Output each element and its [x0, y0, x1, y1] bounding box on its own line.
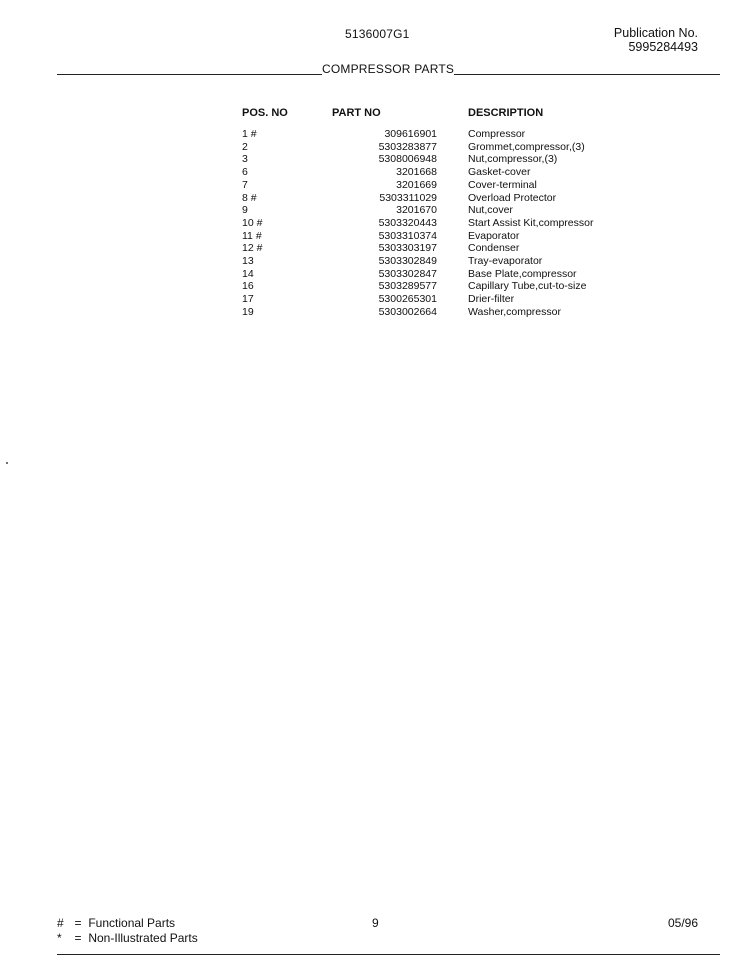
pos-cell: 2: [242, 140, 248, 153]
pos-cell: 6: [242, 166, 248, 179]
part-number-cell: 5303311029: [379, 191, 437, 204]
pos-cell: 19: [242, 305, 254, 318]
part-number-cell: 309616901: [384, 128, 437, 140]
page-number: 9: [372, 916, 379, 930]
column-header-pos: POS. NO: [242, 107, 288, 119]
legend: [57, 916, 198, 946]
pos-cell: 14: [242, 267, 254, 280]
part-number-cell: 3201670: [396, 204, 437, 217]
part-number-cell: 5303320443: [378, 216, 437, 229]
pos-cell: 13: [242, 255, 254, 268]
scan-speck: [6, 462, 8, 464]
table-row: [242, 255, 593, 268]
legend-text: Functional Parts: [88, 916, 176, 930]
pos-cell: 9: [242, 204, 248, 217]
part-number-cell: 5303289577: [378, 280, 437, 293]
section-title: COMPRESSOR PARTS: [322, 62, 455, 76]
model-number: 5136007G1: [345, 27, 410, 41]
table-row: [242, 280, 593, 293]
table-header-row: [242, 107, 593, 128]
column-header-description: DESCRIPTION: [468, 107, 544, 119]
pos-cell: 10 #: [242, 216, 263, 229]
table-row: [242, 293, 593, 306]
description-cell: Condenser: [468, 242, 520, 255]
table-row: [242, 141, 593, 154]
description-cell: Grommet,compressor,(3): [468, 140, 585, 153]
description-cell: Evaporator: [468, 229, 520, 242]
description-cell: Gasket-cover: [468, 166, 531, 179]
legend-text: Non-Illustrated Parts: [88, 931, 198, 945]
table-row: [242, 306, 593, 319]
column-header-part: PART NO: [332, 107, 381, 119]
pos-cell: 3: [242, 153, 248, 166]
part-number-cell: 5303302847: [378, 267, 437, 280]
description-cell: Nut,compressor,(3): [468, 153, 558, 166]
publication-block: [614, 26, 698, 54]
parts-table: [242, 107, 593, 319]
part-number-cell: 5308006948: [378, 153, 437, 166]
table-row: [242, 217, 593, 230]
publication-label: Publication No.: [613, 26, 698, 40]
description-cell: Cover-terminal: [468, 178, 537, 191]
publication-number: 5995284493: [628, 40, 698, 54]
table-row: [242, 153, 593, 166]
part-number-cell: 5303283877: [378, 140, 437, 153]
description-cell: Base Plate,compressor: [468, 267, 577, 280]
legend-equals: =: [74, 916, 82, 930]
legend-row-functional: [57, 916, 198, 931]
description-cell: Compressor: [468, 128, 526, 140]
description-cell: Washer,compressor: [468, 305, 561, 318]
pos-cell: 8 #: [242, 191, 257, 204]
table-row: [242, 128, 593, 141]
description-cell: Tray-evaporator: [468, 255, 543, 268]
pos-cell: 7: [242, 178, 248, 191]
revision-date: 05/96: [667, 916, 698, 930]
description-cell: Overload Protector: [468, 191, 557, 204]
table-row: [242, 204, 593, 217]
part-number-cell: 5303310374: [378, 229, 437, 242]
pos-cell: 12 #: [242, 242, 263, 255]
description-cell: Drier-filter: [468, 293, 515, 306]
legend-row-non-illustrated: [57, 931, 198, 946]
part-number-cell: 5303002664: [378, 305, 437, 318]
bottom-divider: [57, 954, 720, 955]
part-number-cell: 3201669: [396, 178, 437, 191]
description-cell: Start Assist Kit,compressor: [468, 216, 594, 229]
table-row: [242, 179, 593, 192]
table-row: [242, 268, 593, 281]
table-row: [242, 166, 593, 179]
part-number-cell: 5303302849: [378, 255, 437, 268]
pos-cell: 16: [242, 280, 254, 293]
legend-equals: =: [74, 931, 82, 945]
table-row: [242, 230, 593, 243]
part-number-cell: 5303303197: [378, 242, 437, 255]
legend-symbol: #: [57, 916, 64, 930]
description-cell: Nut,cover: [468, 204, 513, 217]
pos-cell: 1 #: [242, 128, 257, 140]
table-row: [242, 192, 593, 205]
table-row: [242, 242, 593, 255]
legend-symbol: *: [57, 931, 62, 945]
pos-cell: 17: [242, 293, 254, 306]
pos-cell: 11 #: [242, 229, 262, 242]
description-cell: Capillary Tube,cut-to-size: [468, 280, 587, 293]
part-number-cell: 3201668: [396, 166, 437, 179]
part-number-cell: 5300265301: [378, 293, 437, 306]
